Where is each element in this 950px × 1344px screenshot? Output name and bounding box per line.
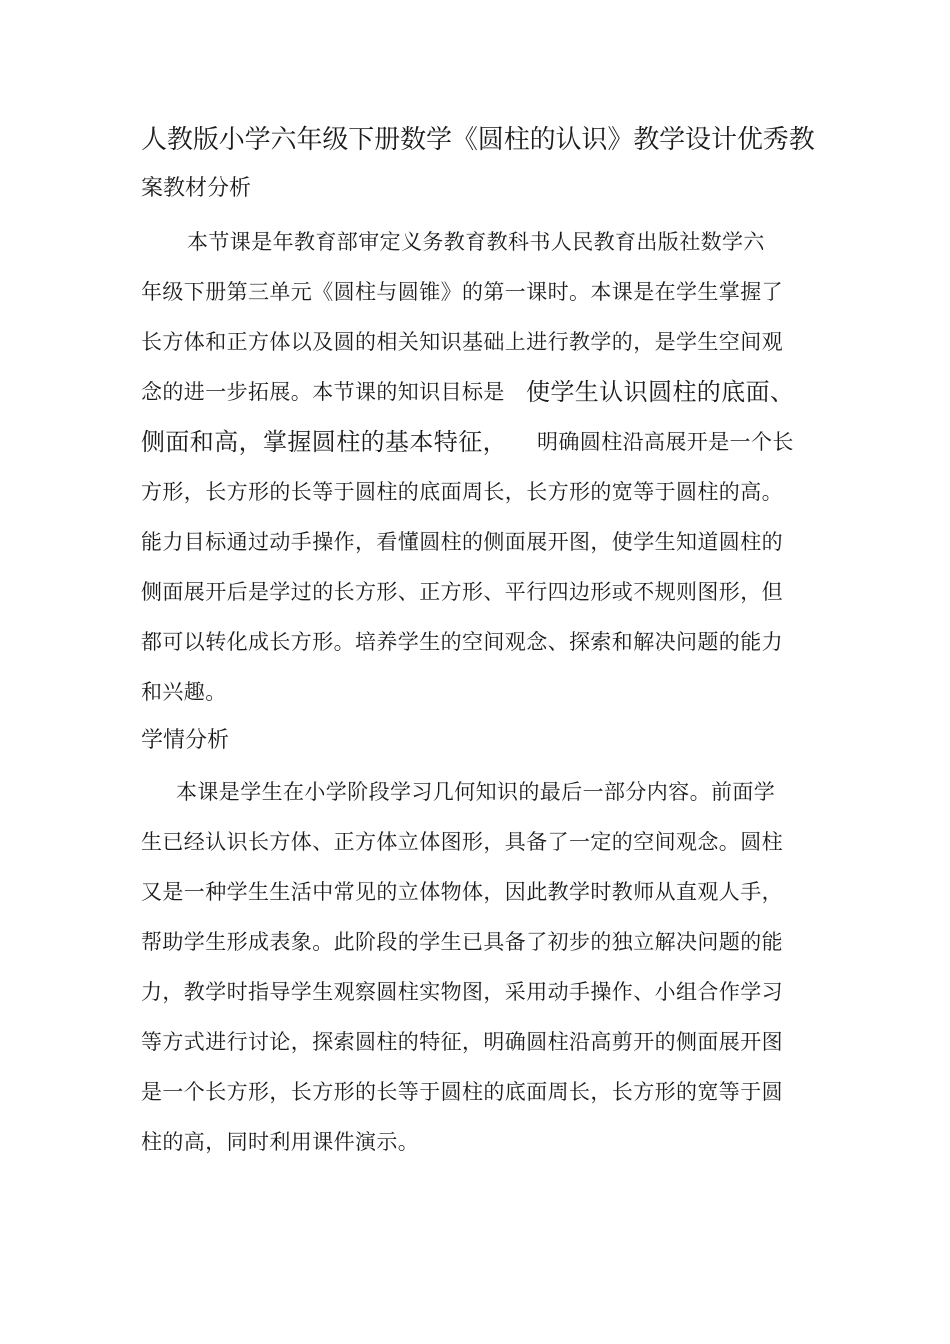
paragraph-line: 能力目标通过动手操作，看懂圆柱的侧面展开图，使学生知道圆柱的 bbox=[141, 530, 783, 554]
paragraph-line: 帮助学生形成表象。此阶段的学生已具备了初步的独立解决问题的能 bbox=[141, 930, 783, 954]
paragraph-line: 明确圆柱沿高展开是一个长 bbox=[537, 430, 794, 454]
document-title-line-2: 案教材分析 bbox=[141, 176, 252, 201]
paragraph-line: 生已经认识长方体、正方体立体图形，具备了一定的空间观念。圆柱 bbox=[141, 830, 783, 854]
paragraph-line: 柱的高，同时利用课件演示。 bbox=[141, 1130, 420, 1154]
paragraph-line: 和兴趣。 bbox=[141, 680, 227, 704]
paragraph-line: 年级下册第三单元《圆柱与圆锥》的第一课时。本课是在学生掌握了 bbox=[141, 280, 783, 304]
section-heading: 学情分析 bbox=[141, 728, 230, 753]
paragraph-line: 念的进一步拓展。本节课的知识目标是 bbox=[141, 380, 505, 404]
document-title-line-1: 人教版小学六年级下册数学《圆柱的认识》教学设计优秀教 bbox=[141, 125, 815, 155]
paragraph-line: 力，教学时指导学生观察圆柱实物图，采用动手操作、小组合作学习 bbox=[141, 980, 783, 1004]
paragraph-line: 侧面展开后是学过的长方形、正方形、平行四边形或不规则图形，但 bbox=[141, 580, 783, 604]
paragraph-line: 又是一种学生生活中常见的立体物体，因此教学时教师从直观人手， bbox=[141, 880, 783, 904]
paragraph-line: 长方体和正方体以及圆的相关知识基础上进行教学的，是学生空间观 bbox=[141, 330, 783, 354]
paragraph-emphasis: 侧面和高，掌握圆柱的基本特征， bbox=[141, 428, 507, 456]
paragraph-line: 方形，长方形的长等于圆柱的底面周长，长方形的宽等于圆柱的高。 bbox=[141, 480, 783, 504]
paragraph-line: 都可以转化成长方形。培养学生的空间观念、探索和解决问题的能力 bbox=[141, 630, 783, 654]
paragraph-line: 本节课是年教育部审定义务教育教科书人民教育出版社数学六 bbox=[187, 230, 765, 254]
paragraph-line: 是一个长方形，长方形的长等于圆柱的底面周长，长方形的宽等于圆 bbox=[141, 1080, 783, 1104]
paragraph-line: 等方式进行讨论，探索圆柱的特征，明确圆柱沿高剪开的侧面展开图 bbox=[141, 1030, 783, 1054]
paragraph-line: 本课是学生在小学阶段学习几何知识的最后一部分内容。前面学 bbox=[176, 780, 776, 804]
paragraph-emphasis: 使学生认识圆柱的底面、 bbox=[526, 378, 795, 406]
